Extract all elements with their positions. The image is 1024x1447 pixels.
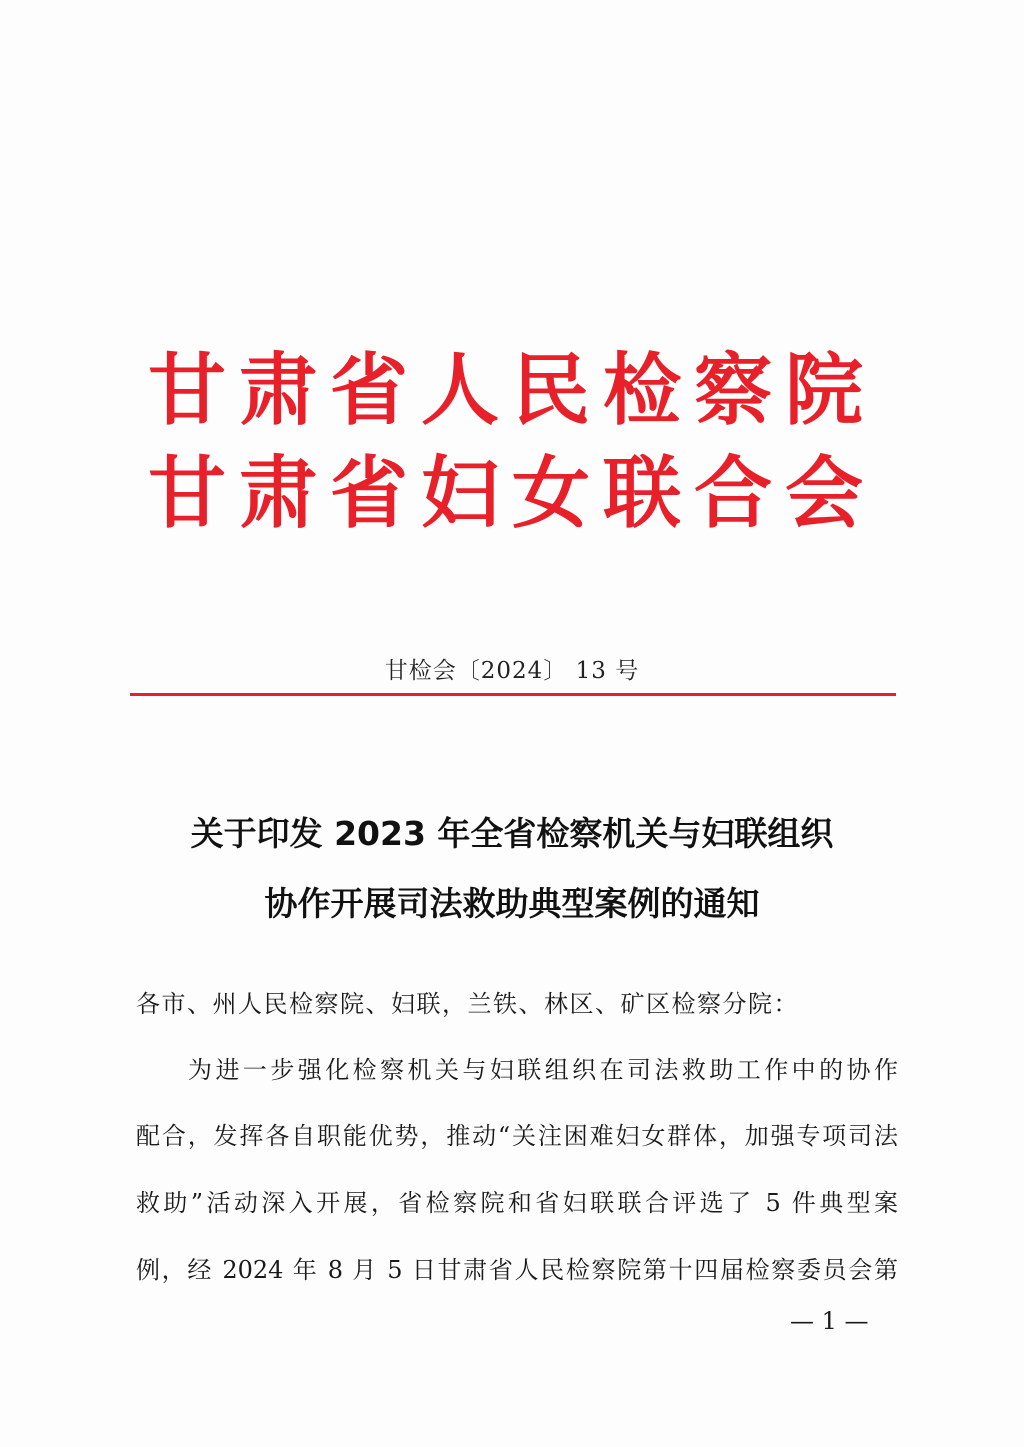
page-number: — 1 —: [790, 1307, 869, 1335]
document-number: 甘检会〔2024〕 13 号: [384, 658, 640, 684]
red-separator-line: [130, 693, 896, 696]
body-text-line: 例，经 2024 年 8 月 5 日甘肃省人民检察院第十四届检察委员会第: [136, 1256, 898, 1284]
body-text-line: 配合，发挥各自职能优势，推动“关注困难妇女群体，加强专项司法: [136, 1122, 898, 1150]
document-title-line-1: 关于印发 2023 年全省检察机关与妇联组织: [190, 814, 834, 853]
issuer-header-procuratorate: 甘肃省人民检察院: [147, 346, 876, 436]
body-text-line: 救助”活动深入开展，省检察院和省妇联联合评选了 5 件典型案: [136, 1189, 898, 1217]
body-text-line: 为进一步强化检察机关与妇联组织在司法救助工作中的协作: [188, 1056, 898, 1084]
issuer-header-womens-federation: 甘肃省妇女联合会: [147, 449, 876, 539]
document-title-line-2: 协作开展司法救助典型案例的通知: [264, 884, 760, 923]
salutation: 各市、州人民检察院、妇联，兰铁、林区、矿区检察分院：: [136, 990, 799, 1018]
